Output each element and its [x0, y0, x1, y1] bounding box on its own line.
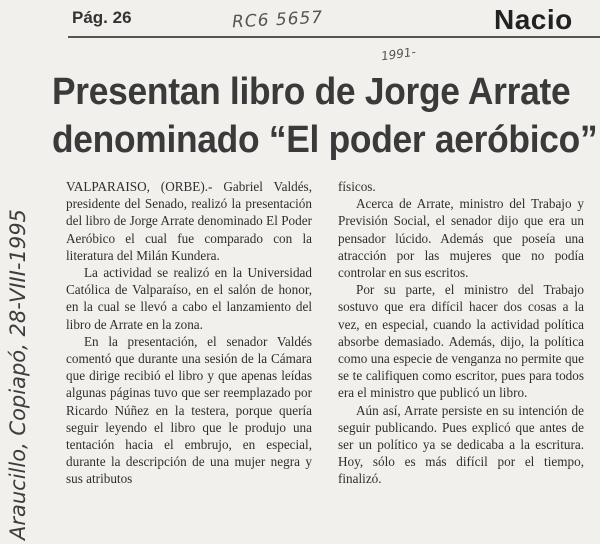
archive-code-handwritten: RC6 5657: [231, 7, 324, 33]
section-title: Nacio: [494, 4, 573, 35]
header-rule: [68, 36, 600, 38]
year-note-handwritten: 1991-: [380, 44, 417, 64]
article-paragraph: Acerca de Arrate, ministro del Trabajo y Previsión Social, el senador dijo que era un pensador lúcido. Además que poseía una atracción por las mujeres que no podía controlar en sus escritos.: [338, 196, 584, 281]
article-paragraph: VALPARAISO, (ORBE).- Gabriel Valdés, presidente del Senado, realizó la presentación del libro de Jorge Arrate denominado El Poder Aeróbico el cual fue comparado con la literatura del Milán Kundera.: [66, 179, 312, 263]
handwritten-source-note: Araucillo, Copiapó, 28-VIII-1995: [6, 209, 30, 540]
headline-line-1: Presentan libro de Jorge Arrate: [52, 71, 571, 113]
article-paragraph: En la presentación, el senador Valdés comentó que durante una sesión de la Cámara que dirige recibió el libro y que apenas leídas algunas páginas tuvo que ser reemplazado por Ricardo Núñez en la testera, porque quería seguir leyendo el libro que le produjo una tentación hacia el embrujo, en especial, durante la descripción de una mujer negra y sus atributos: [66, 333, 312, 487]
headline: [52, 68, 598, 164]
article-column-right: [338, 178, 584, 488]
article-column-left: [66, 178, 312, 488]
page-number: Pág. 26: [72, 8, 132, 27]
headline-line-2: denominado “El poder aeróbico”: [52, 119, 598, 161]
article-paragraph: Aún así, Arrate persiste en su intención de seguir publicando. Pues explicó que antes de ser un político ya se dedicaba a la escritura. Hoy, sólo es más difícil por el tiempo, finalizó.: [338, 402, 584, 487]
article-paragraph: físicos.: [338, 179, 376, 194]
article-paragraph: La actividad se realizó en la Universidad Católica de Valparaíso, en el salón de honor, en la cual se llevó a cabo el lanzamiento del libro de Arrate en la zona.: [66, 265, 312, 332]
article-paragraph: Por su parte, el ministro del Trabajo sostuvo que era difícil hacer dos cosas a la vez, en especial, cuando la actividad política absorbe demasiado. Además, dijo, la política como una especie de venganza no permite que se te califiquen como escritor, pues para todos era el ministro que publicó un libro.: [338, 282, 584, 401]
